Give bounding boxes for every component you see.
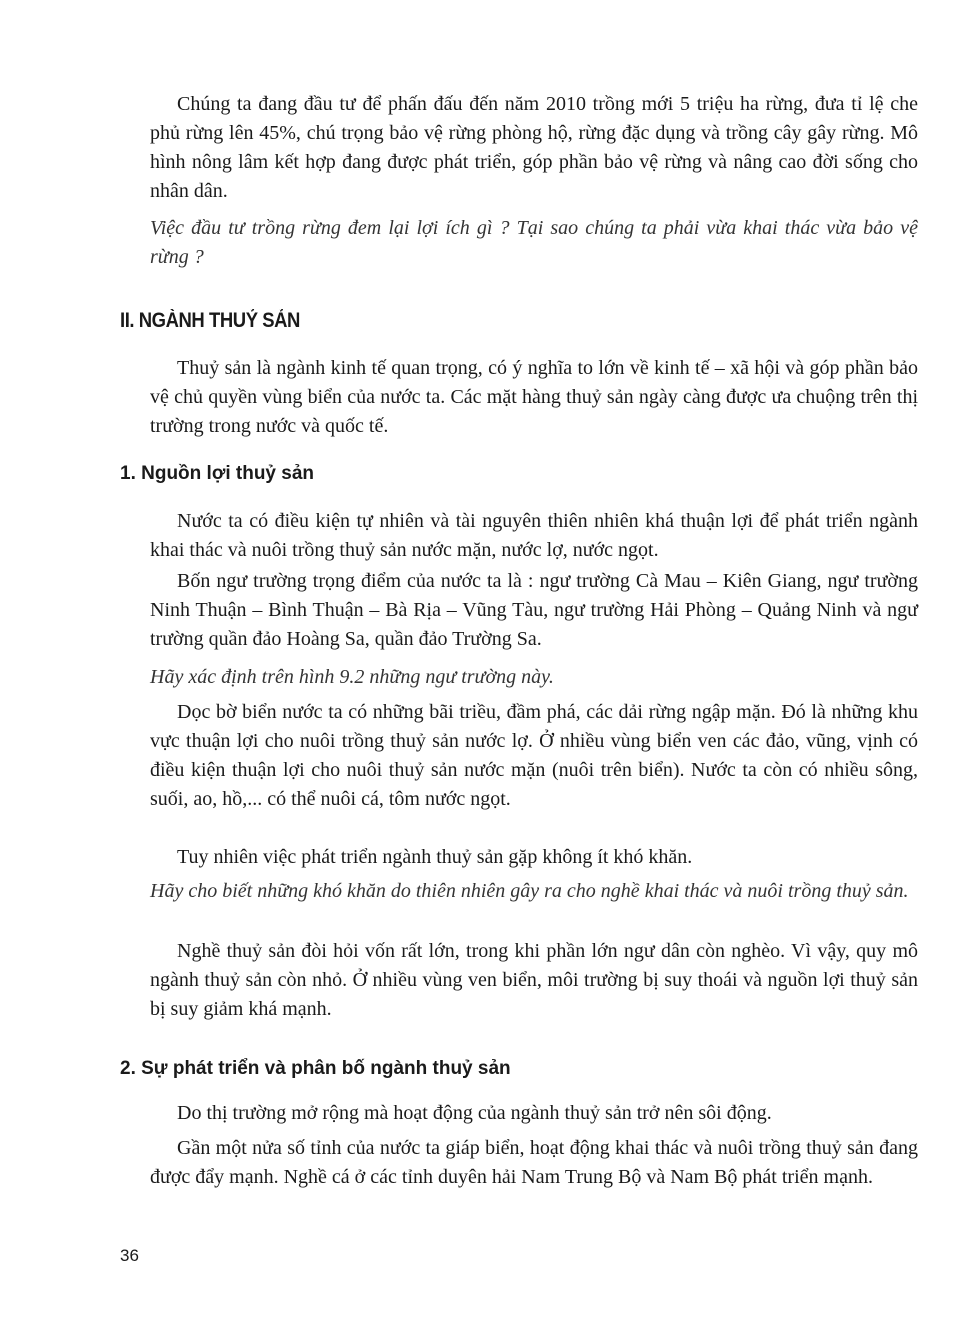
paragraph-coastal-provinces: Gần một nửa số tỉnh của nước ta giáp biển, hoạt động khai thác và nuôi trồng thuỷ sản đang được đẩy mạnh. Nghề cá ở các tỉnh duyên hải Nam Trung Bộ và Nam Bộ phát triển mạnh. bbox=[150, 1137, 918, 1188]
paragraph-market-expansion: Do thị trường mở rộng mà hoạt động của ngành thuỷ sản trở nên sôi động. bbox=[177, 1102, 772, 1124]
paragraph-fishing-grounds: Bốn ngư trường trọng điểm của nước ta là : ngư trường Cà Mau – Kiên Giang, ngư trường Ninh Thuận – Bình Thuận – Bà Rịa – Vũng Tàu, ngư trường Hải Phòng – Quảng Ninh và ngư trường quần đảo Hoàng Sa, quần đảo Trường Sa. bbox=[150, 570, 918, 650]
question-natural-difficulties: Hãy cho biết những khó khăn do thiên nhiên gây ra cho nghề khai thác và nuôi trồng thuỷ sản. bbox=[150, 880, 909, 902]
page-number: 36 bbox=[120, 1246, 139, 1265]
paragraph-forest-investment: Chúng ta đang đầu tư để phấn đấu đến năm 2010 trồng mới 5 triệu ha rừng, đưa tỉ lệ che phủ rừng lên 45%, chú trọng bảo vệ rừng phòng hộ, rừng đặc dụng và trồng cây gây rừng. Mô hình nông lâm kết hợp đang được phát triển, góp phần bảo vệ rừng và nâng cao đời sống cho nhân dân. bbox=[150, 93, 918, 202]
question-identify-fishing-grounds: Hãy xác định trên hình 9.2 những ngư trường này. bbox=[150, 666, 554, 688]
subheading-fisheries-resources: 1. Nguồn lợi thuỷ sản bbox=[120, 463, 315, 484]
section-heading-fisheries: II. NGÀNH THUỶ SẢN bbox=[120, 309, 300, 332]
paragraph-natural-conditions: Nước ta có điều kiện tự nhiên và tài nguyên thiên nhiên khá thuận lợi để phát triển ngành khai thác và nuôi trồng thuỷ sản nước mặn, nước lợ, nước ngọt. bbox=[150, 510, 918, 561]
paragraph-coastal-aquaculture: Dọc bờ biển nước ta có những bãi triều, đầm phá, các dải rừng ngập mặn. Đó là những khu vực thuận lợi cho nuôi trồng thuỷ sản nước lợ. Ở nhiều vùng biển ven các đảo, vũng, vịnh có điều kiện thuận lợi cho nuôi thuỷ sản nước mặn (nuôi trên biển). Nước ta còn có nhiều sông, suối, ao, hồ,... có thể nuôi cá, tôm nước ngọt. bbox=[150, 701, 918, 810]
question-forest-benefits: Việc đầu tư trồng rừng đem lại lợi ích gì ? Tại sao chúng ta phải vừa khai thác vừa bảo vệ rừng ? bbox=[150, 217, 918, 268]
paragraph-fisheries-intro: Thuỷ sản là ngành kinh tế quan trọng, có ý nghĩa to lớn về kinh tế – xã hội và góp phần bảo vệ chủ quyền vùng biển của nước ta. Các mặt hàng thuỷ sản ngày càng được ưa chuộng trên thị trường trong nước và quốc tế. bbox=[150, 357, 918, 437]
paragraph-capital-needs: Nghề thuỷ sản đòi hỏi vốn rất lớn, trong khi phần lớn ngư dân còn nghèo. Vì vậy, quy mô ngành thuỷ sản còn nhỏ. Ở nhiều vùng ven biển, môi trường bị suy thoái và nguồn lợi thuỷ sản bị suy giảm khá mạnh. bbox=[150, 940, 918, 1020]
subheading-development-distribution: 2. Sự phát triển và phân bố ngành thuỷ sản bbox=[120, 1058, 511, 1079]
paragraph-difficulties: Tuy nhiên việc phát triển ngành thuỷ sản gặp không ít khó khăn. bbox=[177, 846, 693, 868]
